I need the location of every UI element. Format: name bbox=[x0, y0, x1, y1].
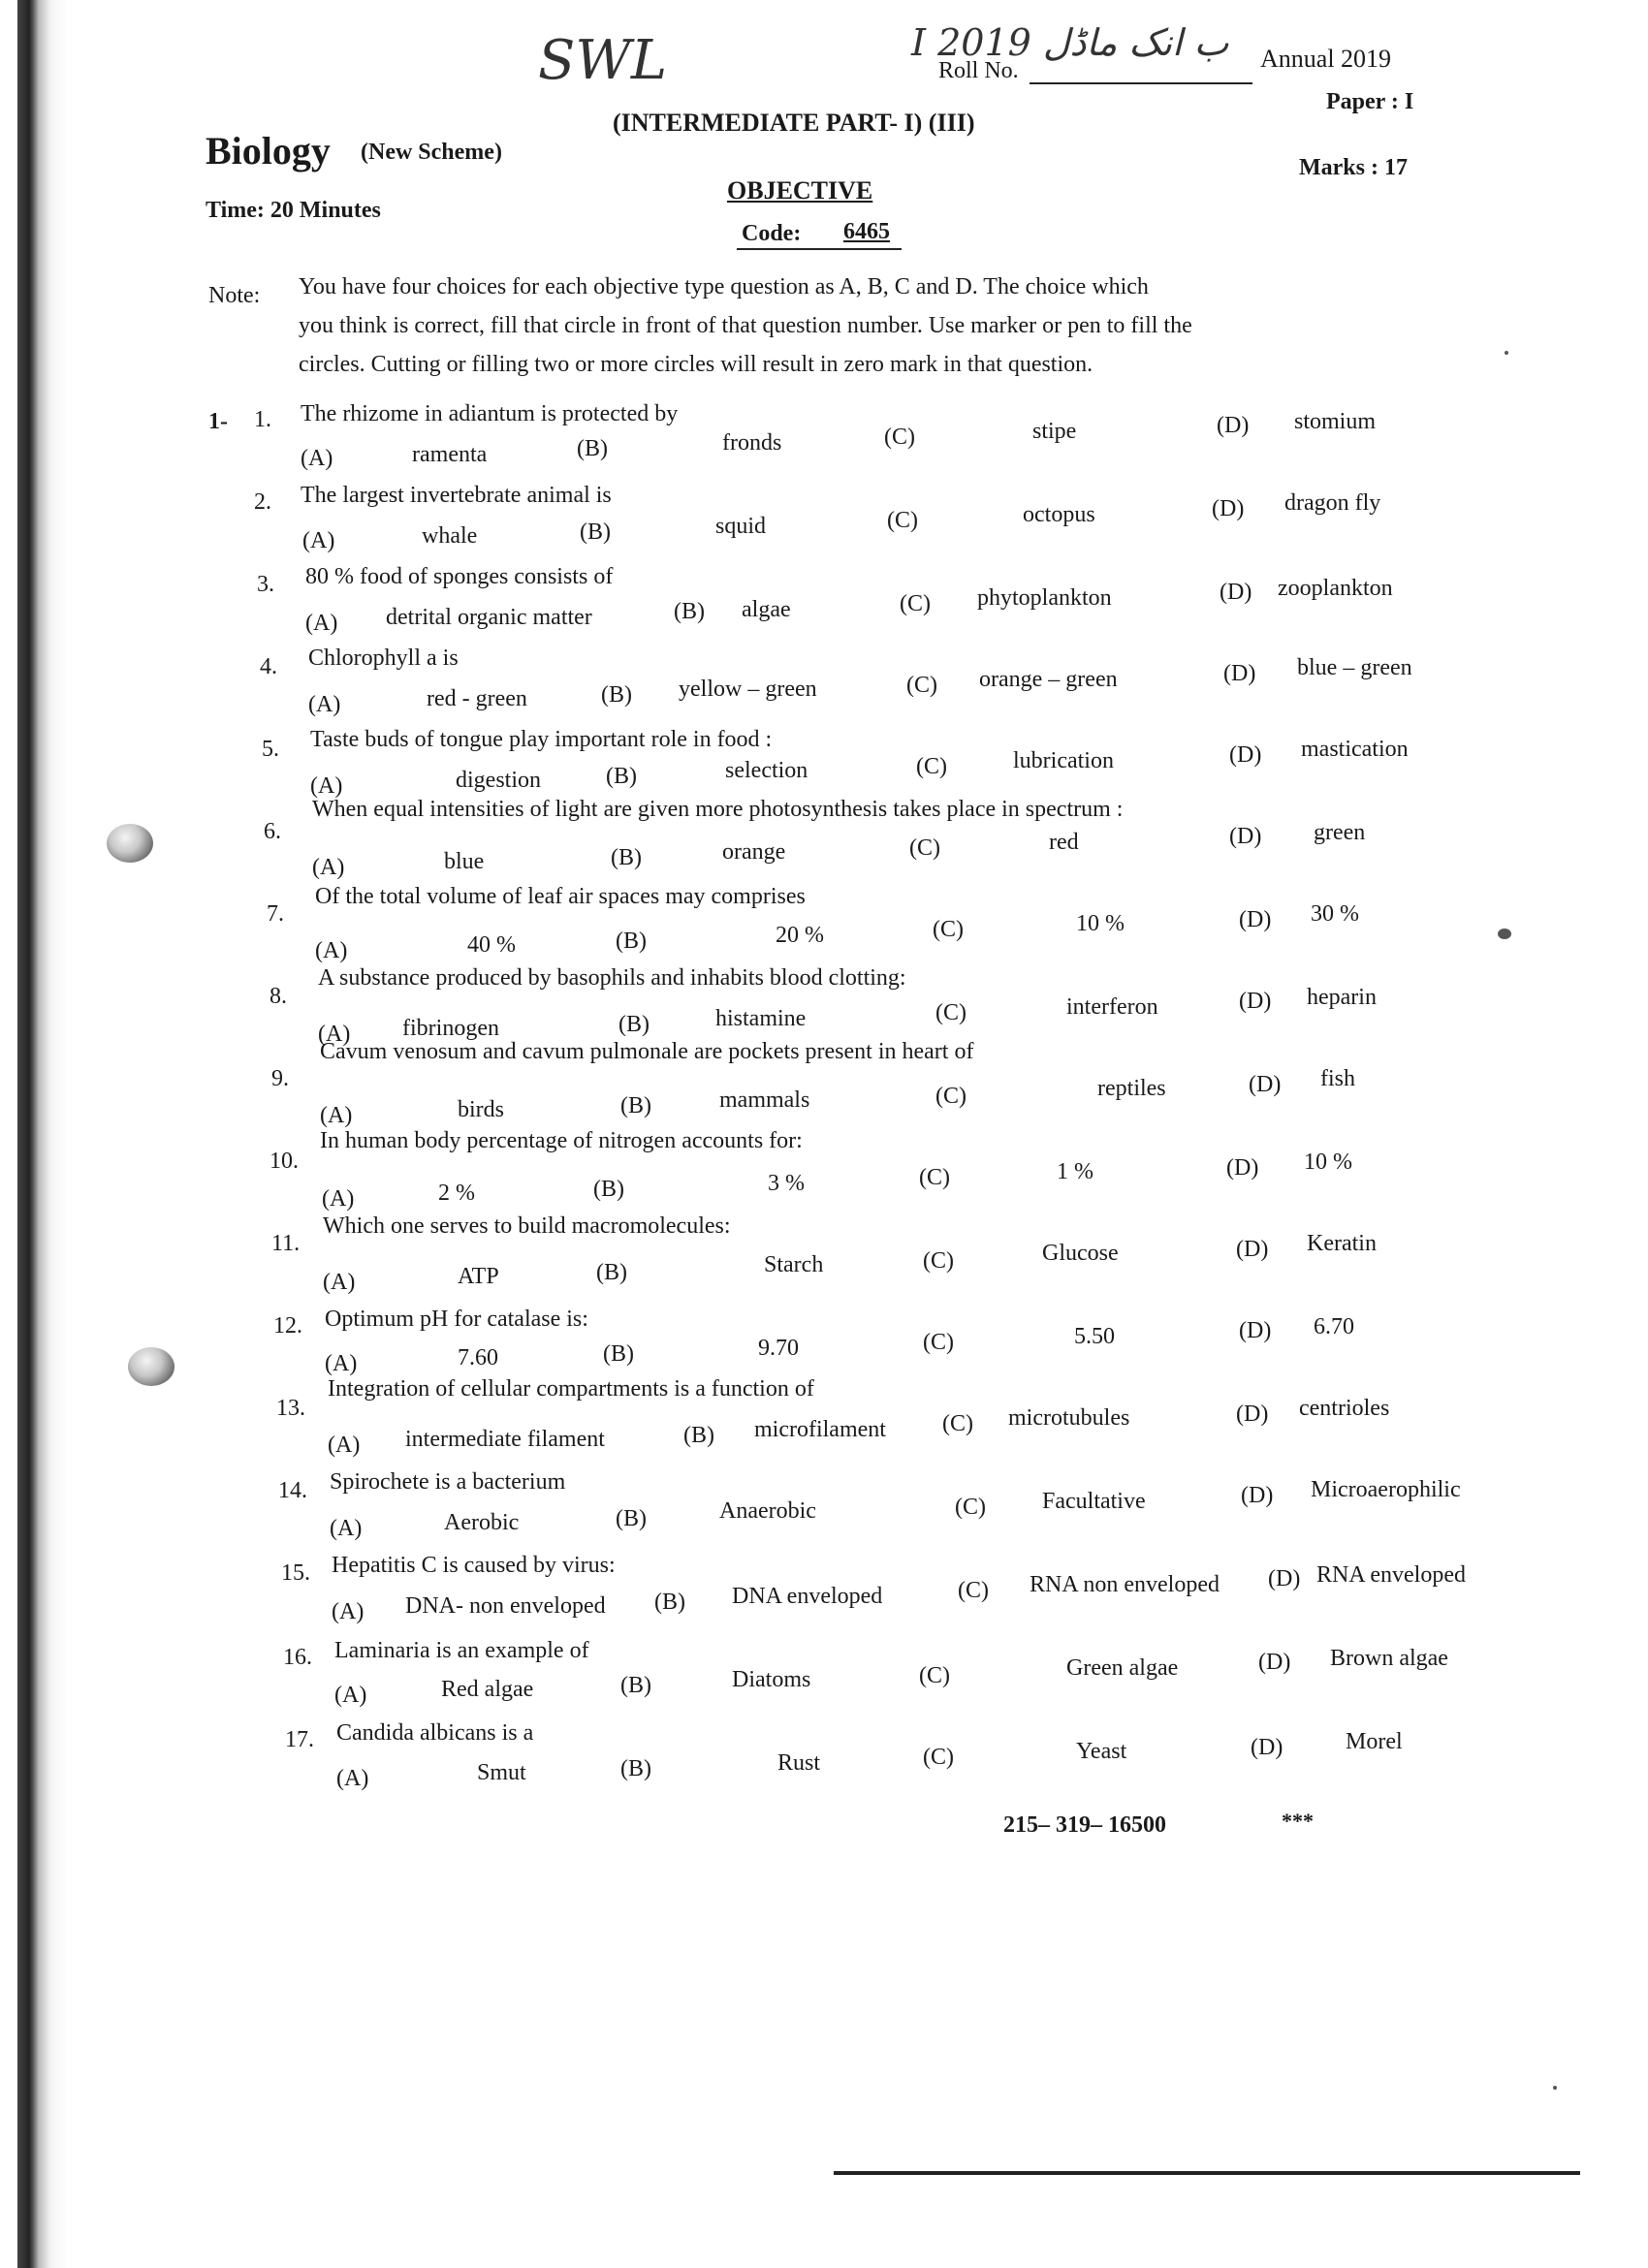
roll-no-line bbox=[1030, 82, 1252, 84]
question-number: 17. bbox=[285, 1727, 314, 1752]
option-b: fronds bbox=[722, 430, 782, 456]
label-a: (A) bbox=[318, 1022, 351, 1047]
label-d: (D) bbox=[1239, 989, 1272, 1014]
label-a: (A) bbox=[312, 855, 345, 880]
option-a: Red algae bbox=[441, 1677, 534, 1702]
label-c: (C) bbox=[955, 1495, 986, 1520]
label-c: (C) bbox=[900, 591, 931, 616]
label-c: (C) bbox=[884, 425, 915, 450]
subject-title: Biology bbox=[206, 129, 331, 173]
label-c: (C) bbox=[919, 1165, 950, 1190]
option-d: stomium bbox=[1294, 409, 1377, 434]
option-a: DNA- non enveloped bbox=[405, 1593, 606, 1619]
exam-session: Annual 2019 bbox=[1260, 45, 1392, 73]
option-d: dragon fly bbox=[1284, 490, 1381, 516]
question-number: 16. bbox=[283, 1645, 312, 1670]
option-a: intermediate filament bbox=[405, 1427, 605, 1452]
option-a: digestion bbox=[456, 768, 541, 793]
question-number: 6. bbox=[264, 819, 281, 844]
option-b: Starch bbox=[764, 1252, 824, 1277]
question-text: When equal intensities of light are given more photosynthesis takes place in spectrum : bbox=[312, 797, 1124, 822]
footer-code: 215– 319– 16500 bbox=[1003, 1812, 1166, 1838]
option-c: Green algae bbox=[1066, 1655, 1179, 1681]
label-b: (B) bbox=[606, 764, 637, 789]
label-b: (B) bbox=[603, 1341, 634, 1367]
label-c: (C) bbox=[916, 754, 947, 779]
label-d: (D) bbox=[1236, 1237, 1269, 1262]
option-c: orange – green bbox=[979, 667, 1118, 692]
option-c: RNA non enveloped bbox=[1030, 1572, 1220, 1597]
label-d: (D) bbox=[1212, 496, 1245, 521]
note-line-3: circles. Cutting or filling two or more circles will result in zero mark in that question. bbox=[299, 352, 1093, 377]
footer-stars: *** bbox=[1282, 1809, 1314, 1833]
option-b: 9.70 bbox=[758, 1336, 799, 1361]
label-c: (C) bbox=[942, 1411, 973, 1436]
option-a: Smut bbox=[477, 1760, 526, 1785]
option-b: algae bbox=[742, 597, 791, 622]
option-c: Facultative bbox=[1042, 1489, 1146, 1514]
punch-hole-top bbox=[107, 824, 153, 863]
label-c: (C) bbox=[933, 917, 964, 942]
option-d: mastication bbox=[1301, 737, 1409, 762]
option-c: 10 % bbox=[1076, 911, 1125, 936]
label-c: (C) bbox=[906, 673, 937, 698]
option-d: zooplankton bbox=[1278, 576, 1393, 601]
label-a: (A) bbox=[315, 938, 348, 963]
label-d: (D) bbox=[1258, 1650, 1291, 1675]
label-d: (D) bbox=[1251, 1735, 1284, 1760]
option-c: Glucose bbox=[1042, 1241, 1119, 1266]
label-a: (A) bbox=[320, 1103, 353, 1128]
label-b: (B) bbox=[593, 1177, 624, 1202]
question-text: Of the total volume of leaf air spaces may comprises bbox=[315, 884, 806, 909]
label-b: (B) bbox=[620, 1673, 651, 1698]
question-text: Chlorophyll a is bbox=[308, 646, 459, 671]
label-d: (D) bbox=[1229, 742, 1262, 768]
label-c: (C) bbox=[923, 1745, 954, 1770]
question-number: 15. bbox=[281, 1560, 310, 1586]
option-d: 6.70 bbox=[1314, 1314, 1354, 1339]
label-c: (C) bbox=[935, 1084, 967, 1109]
label-b: (B) bbox=[611, 845, 642, 870]
note-line-1: You have four choices for each objective type question as A, B, C and D. The choice which bbox=[299, 274, 1149, 299]
option-d: fish bbox=[1320, 1066, 1355, 1091]
label-a: (A) bbox=[310, 773, 343, 799]
label-a: (A) bbox=[302, 528, 335, 553]
option-a: fibrinogen bbox=[402, 1016, 499, 1041]
question-number: 3. bbox=[257, 572, 274, 597]
question-text: Candida albicans is a bbox=[336, 1720, 534, 1746]
question-text: Cavum venosum and cavum pulmonale are pockets present in heart of bbox=[320, 1039, 974, 1064]
note-label: Note: bbox=[208, 283, 261, 308]
question-text: Taste buds of tongue play important role in food : bbox=[310, 727, 773, 752]
scan-speck bbox=[1498, 929, 1511, 939]
option-a: whale bbox=[422, 523, 478, 549]
label-a: (A) bbox=[328, 1433, 361, 1458]
label-c: (C) bbox=[887, 508, 918, 533]
label-c: (C) bbox=[958, 1578, 989, 1603]
label-c: (C) bbox=[923, 1248, 954, 1274]
question-text: Laminaria is an example of bbox=[334, 1638, 589, 1663]
option-a: birds bbox=[458, 1097, 504, 1122]
label-d: (D) bbox=[1239, 1318, 1272, 1343]
question-number: 7. bbox=[267, 901, 284, 927]
question-number: 11. bbox=[271, 1231, 301, 1256]
label-a: (A) bbox=[330, 1516, 363, 1541]
option-b: DNA enveloped bbox=[732, 1584, 883, 1609]
label-a: (A) bbox=[305, 611, 338, 636]
label-c: (C) bbox=[935, 1000, 967, 1025]
code-value: 6465 bbox=[843, 219, 890, 244]
label-b: (B) bbox=[618, 1012, 650, 1037]
option-b: yellow – green bbox=[679, 677, 817, 702]
label-a: (A) bbox=[308, 692, 341, 717]
question-number: 13. bbox=[276, 1396, 305, 1421]
option-d: 10 % bbox=[1304, 1150, 1352, 1175]
label-b: (B) bbox=[654, 1590, 685, 1615]
label-d: (D) bbox=[1229, 824, 1262, 849]
option-b: Rust bbox=[777, 1750, 821, 1776]
option-d: Microaerophilic bbox=[1311, 1477, 1461, 1502]
option-a: red - green bbox=[427, 686, 527, 711]
question-text: Hepatitis C is caused by virus: bbox=[332, 1553, 616, 1578]
option-d: RNA enveloped bbox=[1316, 1562, 1466, 1588]
question-text: Optimum pH for catalase is: bbox=[325, 1307, 588, 1332]
question-number: 14. bbox=[278, 1478, 307, 1503]
option-c: 5.50 bbox=[1074, 1324, 1115, 1349]
question-number: 5. bbox=[262, 737, 279, 762]
label-b: (B) bbox=[620, 1756, 651, 1781]
label-b: (B) bbox=[674, 599, 705, 624]
question-text: Which one serves to build macromolecules: bbox=[323, 1213, 731, 1239]
question-text: A substance produced by basophils and inhabits blood clotting: bbox=[318, 965, 906, 991]
question-text: The largest invertebrate animal is bbox=[301, 483, 612, 508]
section-number: 1- bbox=[208, 409, 228, 434]
option-a: 7.60 bbox=[458, 1345, 498, 1370]
option-d: blue – green bbox=[1297, 655, 1412, 680]
option-c: phytoplankton bbox=[977, 585, 1112, 611]
option-d: Keratin bbox=[1307, 1231, 1377, 1256]
scan-left-edge bbox=[0, 0, 68, 2268]
label-b: (B) bbox=[616, 1506, 647, 1531]
question-number: 2. bbox=[254, 489, 271, 515]
option-c: octopus bbox=[1023, 502, 1095, 527]
option-b: Anaerobic bbox=[719, 1498, 816, 1524]
question-text: 80 % food of sponges consists of bbox=[305, 564, 614, 589]
option-a: ATP bbox=[458, 1264, 499, 1289]
label-d: (D) bbox=[1226, 1155, 1259, 1181]
option-a: 40 % bbox=[467, 932, 516, 958]
label-a: (A) bbox=[336, 1766, 369, 1791]
option-c: reptiles bbox=[1097, 1076, 1166, 1101]
label-a: (A) bbox=[323, 1270, 356, 1295]
option-a: Aerobic bbox=[444, 1510, 520, 1535]
code-label: Code: bbox=[742, 221, 802, 246]
label-d: (D) bbox=[1223, 661, 1256, 686]
option-c: red bbox=[1049, 830, 1079, 855]
handwritten-mark: SWL bbox=[538, 29, 668, 92]
option-c: stipe bbox=[1032, 419, 1077, 444]
question-number: 1. bbox=[254, 407, 271, 432]
label-a: (A) bbox=[322, 1186, 355, 1212]
option-c: lubrication bbox=[1013, 748, 1114, 773]
time-allowed: Time: 20 Minutes bbox=[206, 198, 381, 223]
option-a: detrital organic matter bbox=[386, 605, 592, 630]
label-c: (C) bbox=[909, 835, 940, 861]
label-b: (B) bbox=[616, 929, 647, 954]
label-b: (B) bbox=[577, 436, 608, 461]
label-b: (B) bbox=[620, 1093, 651, 1118]
label-b: (B) bbox=[580, 520, 611, 545]
question-text: Integration of cellular compartments is a function of bbox=[328, 1376, 814, 1402]
punch-hole-bottom bbox=[128, 1347, 174, 1386]
question-number: 4. bbox=[260, 654, 277, 679]
option-b: 3 % bbox=[768, 1171, 805, 1196]
option-a: 2 % bbox=[438, 1181, 475, 1206]
label-c: (C) bbox=[919, 1663, 950, 1688]
option-b: Diatoms bbox=[732, 1667, 811, 1692]
question-number: 10. bbox=[269, 1149, 299, 1174]
label-a: (A) bbox=[334, 1683, 367, 1708]
question-text: In human body percentage of nitrogen accounts for: bbox=[320, 1128, 803, 1153]
handwritten-name: I ب انک ماڈل 2019 bbox=[911, 21, 1229, 64]
label-d: (D) bbox=[1217, 413, 1250, 438]
label-b: (B) bbox=[596, 1260, 627, 1285]
exam-part: (INTERMEDIATE PART- I) (III) bbox=[613, 109, 975, 137]
label-d: (D) bbox=[1239, 907, 1272, 932]
question-text: The rhizome in adiantum is protected by bbox=[301, 401, 679, 426]
label-d: (D) bbox=[1220, 580, 1252, 605]
scan-speck bbox=[1505, 351, 1508, 355]
option-b: 20 % bbox=[776, 923, 824, 948]
label-d: (D) bbox=[1236, 1402, 1269, 1427]
scan-speck bbox=[1553, 2086, 1557, 2090]
code-underline bbox=[737, 248, 902, 250]
option-b: histamine bbox=[715, 1006, 807, 1031]
bottom-rule bbox=[834, 2171, 1580, 2175]
option-b: microfilament bbox=[754, 1417, 886, 1442]
option-b: mammals bbox=[719, 1087, 810, 1113]
label-c: (C) bbox=[923, 1330, 954, 1355]
section-title: OBJECTIVE bbox=[727, 176, 873, 205]
marks: Marks : 17 bbox=[1299, 155, 1408, 180]
label-b: (B) bbox=[601, 682, 632, 708]
roll-no-label: Roll No. bbox=[938, 58, 1019, 83]
label-d: (D) bbox=[1249, 1072, 1282, 1097]
question-number: 12. bbox=[273, 1313, 302, 1339]
option-a: ramenta bbox=[412, 442, 488, 467]
option-b: orange bbox=[722, 839, 786, 865]
option-c: microtubules bbox=[1008, 1405, 1130, 1431]
option-d: Morel bbox=[1346, 1729, 1403, 1754]
paper-number: Paper : I bbox=[1326, 89, 1414, 114]
question-text: Spirochete is a bacterium bbox=[330, 1469, 566, 1495]
option-b: selection bbox=[725, 758, 808, 783]
option-d: Brown algae bbox=[1330, 1646, 1448, 1671]
label-d: (D) bbox=[1241, 1483, 1274, 1508]
option-d: green bbox=[1314, 820, 1366, 845]
option-d: heparin bbox=[1307, 985, 1377, 1010]
note-line-2: you think is correct, fill that circle in front of that question number. Use marker or pen to fill the bbox=[299, 313, 1192, 338]
option-a: blue bbox=[444, 849, 485, 874]
option-c: interferon bbox=[1066, 994, 1158, 1020]
option-c: Yeast bbox=[1076, 1739, 1127, 1764]
option-d: centrioles bbox=[1299, 1396, 1390, 1421]
option-b: squid bbox=[715, 514, 767, 539]
option-d: 30 % bbox=[1311, 901, 1359, 927]
option-c: 1 % bbox=[1057, 1159, 1093, 1184]
label-a: (A) bbox=[332, 1599, 364, 1624]
label-a: (A) bbox=[325, 1351, 358, 1376]
question-number: 9. bbox=[271, 1066, 289, 1091]
label-a: (A) bbox=[301, 446, 333, 471]
scheme: (New Scheme) bbox=[361, 140, 502, 165]
label-d: (D) bbox=[1268, 1566, 1301, 1591]
question-number: 8. bbox=[269, 984, 287, 1009]
label-b: (B) bbox=[683, 1423, 714, 1448]
